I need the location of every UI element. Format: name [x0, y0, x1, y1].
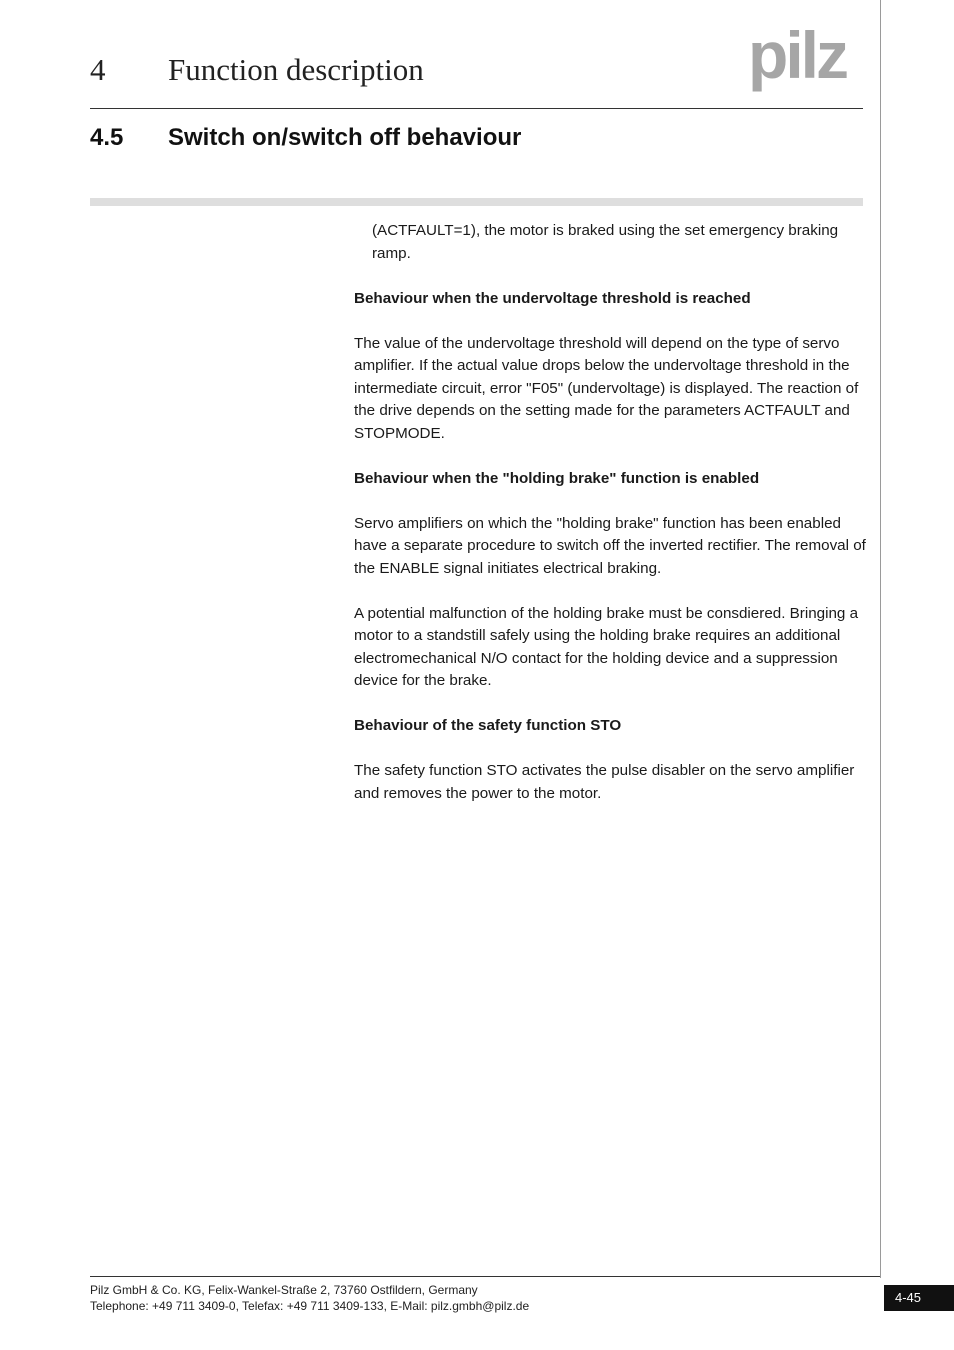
body-text-column [354, 220, 866, 828]
chapter-number: 4 [90, 52, 106, 87]
heading-sto: Behaviour of the safety function STO [354, 717, 622, 734]
footer-rule [90, 1276, 880, 1277]
pilz-logo-text: pilz [748, 26, 846, 92]
paragraph-holding-brake-2: A potential malfunction of the holding brake must be consdiered. Bringing a motor to a standstill safely using the holding brake requires an additional electromechanical N/O contact for the holding device and a suppression device for the brake. [354, 604, 859, 689]
right-margin-rule [880, 0, 881, 1278]
pilz-logo [748, 26, 866, 96]
footer-contact: Telephone: +49 711 3409-0, Telefax: +49 711 3409-133, E-Mail: pilz.gmbh@pilz.de [90, 1299, 530, 1313]
paragraph-sto: The safety function STO activates the pulse disabler on the servo amplifier and removes the power to the motor. [354, 762, 855, 802]
section-title: Switch on/switch off behaviour [168, 124, 522, 151]
header-rule [90, 108, 863, 109]
chapter-title: Function description [168, 52, 424, 87]
section-number: 4.5 [90, 124, 124, 151]
page-number-badge: 4-45 [884, 1285, 954, 1311]
paragraph-holding-brake-1: Servo amplifiers on which the "holding brake" function has been enabled have a separate procedure to switch off the inverted rectifier. The removal of the ENABLE signal initiates electrical braking. [354, 514, 866, 577]
heading-holding-brake: Behaviour when the "holding brake" function is enabled [354, 469, 760, 487]
continuation-paragraph: (ACTFAULT=1), the motor is braked using the set emergency braking ramp. [372, 222, 839, 262]
footer-address: Pilz GmbH & Co. KG, Felix-Wankel-Straße 2, 73760 Ostfildern, Germany [90, 1283, 478, 1297]
heading-undervoltage: Behaviour when the undervoltage threshold is reached [354, 289, 751, 307]
section-divider-band [90, 198, 863, 206]
paragraph-undervoltage: The value of the undervoltage threshold will depend on the type of servo amplifier. If the actual value drops below the undervoltage threshold in the intermediate circuit, error "F05" (undervoltage) is displayed. The reaction of the drive depends on the setting made for the parameters ACTFAULT and STOPMODE. [354, 334, 859, 442]
